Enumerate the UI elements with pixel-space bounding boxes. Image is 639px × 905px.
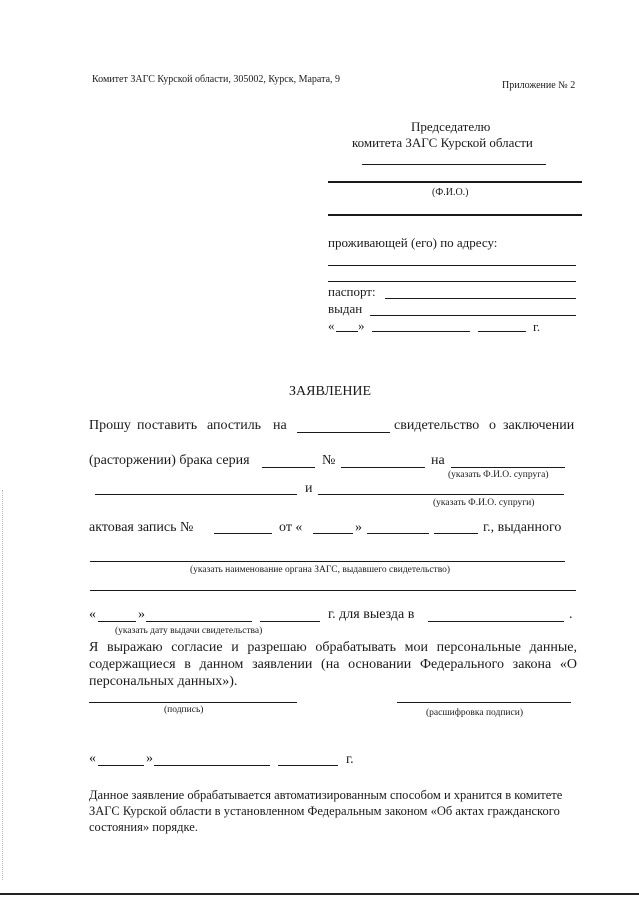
record-date-from: от «	[279, 520, 303, 535]
on-name-line	[451, 467, 565, 468]
request-word-7: заключении	[503, 418, 575, 433]
issue-month-line	[146, 621, 252, 622]
header-organization: Комитет ЗАГС Курской области, 305002, Курск, Марата, 9	[92, 74, 341, 85]
record-date-close-quote: »	[355, 520, 362, 535]
footer-line-1: Данное заявление обрабатывается автоматизированным способом и хранится в комитете	[89, 788, 563, 802]
series-line	[262, 467, 315, 468]
signature-decode-line	[397, 702, 571, 703]
document-title: ЗАЯВЛЕНИЕ	[289, 384, 372, 399]
issue-year-line	[260, 621, 320, 622]
marriage-series-label: (расторжении) брака серия	[89, 453, 250, 468]
issued-label: выдан	[328, 301, 363, 316]
consent-line-1: Я выражаю согласие и разрешаю обрабатывать мои персональные данные,	[89, 640, 577, 655]
scan-edge-artifact	[2, 490, 4, 880]
issued-line	[370, 315, 576, 316]
request-word-5: свидетельство	[394, 418, 480, 433]
document-type-line	[297, 432, 390, 433]
issued-year-suffix: г.	[533, 319, 541, 334]
footer-line-2: ЗАГС Курской области в установленном Федеральным законом «Об актах гражданского	[89, 804, 560, 818]
issued-day-line	[336, 331, 358, 332]
issued-date-open-quote: «	[328, 318, 335, 333]
destination-line	[428, 621, 564, 622]
husband-name-line	[95, 494, 297, 495]
hint-wife: (указать Ф.И.О. супруги)	[433, 498, 535, 508]
request-word-6: о	[489, 418, 496, 433]
date-close-quote: »	[146, 751, 153, 766]
date-month-line	[154, 765, 270, 766]
request-word-2: поставить	[137, 418, 198, 433]
record-number-line	[214, 533, 272, 534]
date-day-line	[98, 765, 144, 766]
request-word-4: на	[273, 418, 287, 433]
issued-year-line	[478, 331, 526, 332]
record-year-line	[434, 533, 478, 534]
request-word-1: Прошу	[89, 418, 131, 433]
scan-bottom-edge	[0, 893, 639, 895]
date-open-quote: «	[89, 751, 96, 766]
issued-date-close-quote: »	[358, 318, 365, 333]
addressee-title: Председателю	[411, 119, 491, 134]
signature-caption: (подпись)	[164, 705, 204, 715]
record-number-label: актовая запись №	[89, 520, 194, 535]
fio-caption: (Ф.И.О.)	[432, 187, 469, 198]
passport-label: паспорт:	[328, 284, 376, 299]
departure-label: г. для выезда в	[328, 607, 415, 622]
hint-issue-date: (указать дату выдачи свидетельства)	[115, 626, 263, 636]
record-month-line	[367, 533, 429, 534]
residing-label: проживающей (его) по адресу:	[328, 235, 498, 250]
date-year-suffix: г.	[346, 752, 354, 767]
record-day-line	[313, 533, 353, 534]
issue-date-close-quote: »	[138, 607, 145, 622]
header-annex: Приложение № 2	[502, 80, 576, 91]
signature-decode-caption: (расшифровка подписи)	[426, 708, 523, 718]
addressee-committee: комитета ЗАГС Курской области	[352, 135, 533, 150]
wife-name-line	[318, 494, 564, 495]
hint-husband: (указать Ф.И.О. супруга)	[448, 470, 549, 480]
hint-authority: (указать наименование органа ЗАГС, выдавшего свидетельство)	[190, 565, 451, 575]
addressee-name-line	[362, 164, 546, 165]
fio-line-2	[328, 214, 582, 216]
address-line-2	[328, 281, 576, 282]
certificate-number-line	[341, 467, 425, 468]
record-year-issued: г., выданного	[483, 520, 562, 535]
consent-line-2: содержащиеся в данном заявлении (на основании Федерального закона «О	[89, 657, 577, 672]
and-conjunction: и	[305, 481, 313, 496]
address-line-1	[328, 265, 576, 266]
consent-line-3: персональных данных»).	[89, 674, 238, 689]
issue-day-line	[98, 621, 136, 622]
number-sign: №	[322, 453, 336, 468]
issued-month-line	[372, 331, 470, 332]
authority-line-2	[90, 590, 576, 591]
request-word-3: апостиль	[207, 418, 262, 433]
fio-line	[328, 181, 582, 183]
on-label: на	[431, 453, 445, 468]
signature-line	[89, 702, 297, 703]
footer-line-3: состояния» порядке.	[89, 820, 198, 834]
passport-line	[385, 298, 576, 299]
authority-line	[90, 561, 565, 562]
date-year-line	[278, 765, 338, 766]
destination-period: .	[569, 607, 573, 622]
issue-date-open-quote: «	[89, 607, 96, 622]
